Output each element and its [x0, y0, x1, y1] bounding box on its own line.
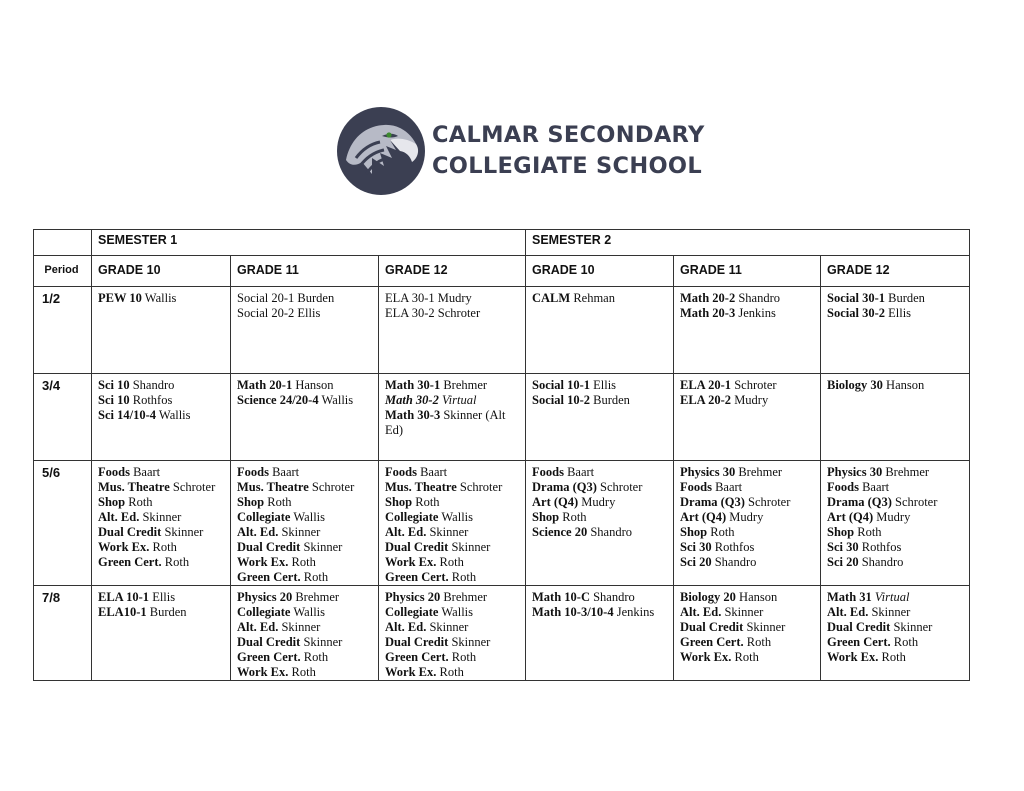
course-entry: Drama (Q3) Schroter	[680, 495, 791, 509]
course-entry: Art (Q4) Mudry	[532, 495, 616, 509]
course-entry: CALM Rehman	[532, 291, 615, 305]
course-entry: Alt. Ed. Skinner	[237, 525, 321, 539]
period-label: 3/4	[34, 374, 92, 461]
period-label: 5/6	[34, 461, 92, 586]
course-entry: Shop Roth	[385, 495, 440, 509]
course-entry: Math 30-1 Brehmer	[385, 378, 488, 392]
course-entry: Physics 30 Brehmer	[827, 465, 930, 479]
course-cell	[674, 287, 821, 374]
course-entry: Collegiate Wallis	[385, 510, 474, 524]
course-entry: Alt. Ed. Skinner	[385, 620, 469, 634]
course-entry: Green Cert. Roth	[237, 650, 329, 664]
course-entry: Math 20-1 Hanson	[237, 378, 334, 392]
course-entry: Collegiate Wallis	[385, 605, 474, 619]
course-entry: Math 30-3 Skinner (Alt Ed)	[385, 408, 506, 437]
course-entry: ELA 10-1 Ellis	[98, 590, 176, 604]
course-entry: Mus. Theatre Schroter	[385, 480, 503, 494]
course-entry: Work Ex. Roth	[237, 555, 316, 569]
course-cell	[821, 586, 970, 681]
course-entry: Work Ex. Roth	[385, 665, 464, 679]
course-entry: Sci 30 Rothfos	[680, 540, 755, 554]
course-cell	[379, 461, 526, 586]
course-entry: ELA 20-1 Schroter	[680, 378, 777, 392]
course-entry: Social 30-1 Burden	[827, 291, 925, 305]
course-cell	[92, 374, 231, 461]
school-name-line-2: COLLEGIATE SCHOOL	[432, 153, 702, 179]
semester-2-header: SEMESTER 2	[526, 230, 970, 256]
course-entry: Art (Q4) Mudry	[827, 510, 911, 524]
period-label: 1/2	[34, 287, 92, 374]
course-entry: Work Ex. Roth	[680, 650, 759, 664]
period-column-header: Period	[34, 256, 92, 287]
grade-header: GRADE 12	[379, 256, 526, 287]
course-entry: Mus. Theatre Schroter	[237, 480, 355, 494]
course-cell	[231, 287, 379, 374]
course-entry: Sci 10 Shandro	[98, 378, 175, 392]
course-entry: Foods Baart	[532, 465, 595, 479]
course-cell	[379, 586, 526, 681]
course-entry: Math 10-C Shandro	[532, 590, 635, 604]
course-entry: Work Ex. Roth	[385, 555, 464, 569]
course-cell	[231, 586, 379, 681]
course-entry: Drama (Q3) Schroter	[827, 495, 938, 509]
course-entry: Math 20-2 Shandro	[680, 291, 780, 305]
course-cell	[92, 461, 231, 586]
course-entry: Drama (Q3) Schroter	[532, 480, 643, 494]
course-cell	[674, 586, 821, 681]
falcon-head-logo-icon	[336, 106, 426, 196]
course-cell	[379, 287, 526, 374]
course-entry: Science 20 Shandro	[532, 525, 632, 539]
course-entry: Green Cert. Roth	[385, 570, 477, 584]
course-entry: ELA 20-2 Mudry	[680, 393, 769, 407]
course-cell	[674, 461, 821, 586]
course-entry: Green Cert. Roth	[385, 650, 477, 664]
course-entry: Foods Baart	[680, 480, 743, 494]
course-cell	[526, 461, 674, 586]
course-entry: Green Cert. Roth	[98, 555, 190, 569]
course-entry: Physics 20 Brehmer	[237, 590, 340, 604]
course-entry: ELA 30-1 Mudry	[385, 291, 472, 305]
course-cell	[821, 461, 970, 586]
course-entry: Biology 30 Hanson	[827, 378, 925, 392]
course-entry: Math 30-2 Virtual	[385, 393, 477, 407]
course-cell	[674, 374, 821, 461]
course-entry: Art (Q4) Mudry	[680, 510, 764, 524]
course-cell	[821, 287, 970, 374]
course-entry: ELA 30-2 Schroter	[385, 306, 481, 320]
grade-header: GRADE 12	[821, 256, 970, 287]
course-entry: Sci 20 Shandro	[680, 555, 757, 569]
course-entry: Green Cert. Roth	[680, 635, 772, 649]
course-entry: Sci 20 Shandro	[827, 555, 904, 569]
course-entry: Social 10-2 Burden	[532, 393, 630, 407]
semester-1-header: SEMESTER 1	[92, 230, 526, 256]
course-entry: Dual Credit Skinner	[827, 620, 933, 634]
course-entry: Math 10-3/10-4 Jenkins	[532, 605, 655, 619]
grade-header: GRADE 10	[526, 256, 674, 287]
grade-header-row	[34, 256, 970, 287]
course-entry: Physics 20 Brehmer	[385, 590, 488, 604]
course-cell	[92, 586, 231, 681]
course-entry: Collegiate Wallis	[237, 510, 326, 524]
course-entry: Green Cert. Roth	[237, 570, 329, 584]
course-cell	[231, 374, 379, 461]
grade-header: GRADE 11	[674, 256, 821, 287]
course-cell	[821, 374, 970, 461]
course-entry: Dual Credit Skinner	[385, 635, 491, 649]
course-entry: Physics 30 Brehmer	[680, 465, 783, 479]
course-cell	[92, 287, 231, 374]
course-cell	[231, 461, 379, 586]
school-name	[432, 120, 705, 182]
course-entry: Dual Credit Skinner	[237, 635, 343, 649]
course-entry: Shop Roth	[680, 525, 735, 539]
course-entry: Alt. Ed. Skinner	[827, 605, 911, 619]
period-row	[34, 586, 970, 681]
course-entry: Alt. Ed. Skinner	[98, 510, 182, 524]
course-entry: Foods Baart	[385, 465, 448, 479]
course-entry: Sci 30 Rothfos	[827, 540, 902, 554]
course-entry: Shop Roth	[237, 495, 292, 509]
course-entry: Green Cert. Roth	[827, 635, 919, 649]
course-entry: Work Ex. Roth	[237, 665, 316, 679]
course-cell	[526, 586, 674, 681]
course-entry: Alt. Ed. Skinner	[680, 605, 764, 619]
period-row	[34, 374, 970, 461]
course-entry: Math 31 Virtual	[827, 590, 910, 604]
course-entry: Work Ex. Roth	[98, 540, 177, 554]
course-entry: Dual Credit Skinner	[98, 525, 204, 539]
course-entry: Foods Baart	[237, 465, 300, 479]
course-schedule-table	[33, 229, 970, 681]
period-row	[34, 461, 970, 586]
course-cell	[526, 374, 674, 461]
course-entry: Alt. Ed. Skinner	[237, 620, 321, 634]
course-entry: Dual Credit Skinner	[680, 620, 786, 634]
course-entry: Foods Baart	[98, 465, 161, 479]
course-entry: Social 20-2 Ellis	[237, 306, 321, 320]
course-entry: Social 20-1 Burden	[237, 291, 335, 305]
course-entry: Sci 14/10-4 Wallis	[98, 408, 191, 422]
course-entry: Foods Baart	[827, 480, 890, 494]
course-entry: Collegiate Wallis	[237, 605, 326, 619]
course-entry: Alt. Ed. Skinner	[385, 525, 469, 539]
course-entry: Shop Roth	[532, 510, 587, 524]
course-entry: Biology 20 Hanson	[680, 590, 778, 604]
period-row	[34, 287, 970, 374]
grade-header: GRADE 11	[231, 256, 379, 287]
course-entry: Math 20-3 Jenkins	[680, 306, 776, 320]
course-entry: Social 30-2 Ellis	[827, 306, 912, 320]
course-entry: Shop Roth	[98, 495, 153, 509]
course-entry: Mus. Theatre Schroter	[98, 480, 216, 494]
grade-header: GRADE 10	[92, 256, 231, 287]
course-entry: Shop Roth	[827, 525, 882, 539]
course-cell	[526, 287, 674, 374]
period-label: 7/8	[34, 586, 92, 681]
course-entry: Work Ex. Roth	[827, 650, 906, 664]
course-entry: Science 24/20-4 Wallis	[237, 393, 354, 407]
course-entry: Social 10-1 Ellis	[532, 378, 617, 392]
semester-header-row	[34, 230, 970, 256]
course-entry: Sci 10 Rothfos	[98, 393, 173, 407]
course-entry: Dual Credit Skinner	[385, 540, 491, 554]
school-name-line-1: CALMAR SECONDARY	[432, 122, 705, 148]
course-entry: ELA10-1 Burden	[98, 605, 187, 619]
corner-cell	[34, 230, 92, 256]
school-logo	[336, 106, 705, 198]
course-entry: PEW 10 Wallis	[98, 291, 177, 305]
course-entry: Dual Credit Skinner	[237, 540, 343, 554]
course-cell	[379, 374, 526, 461]
